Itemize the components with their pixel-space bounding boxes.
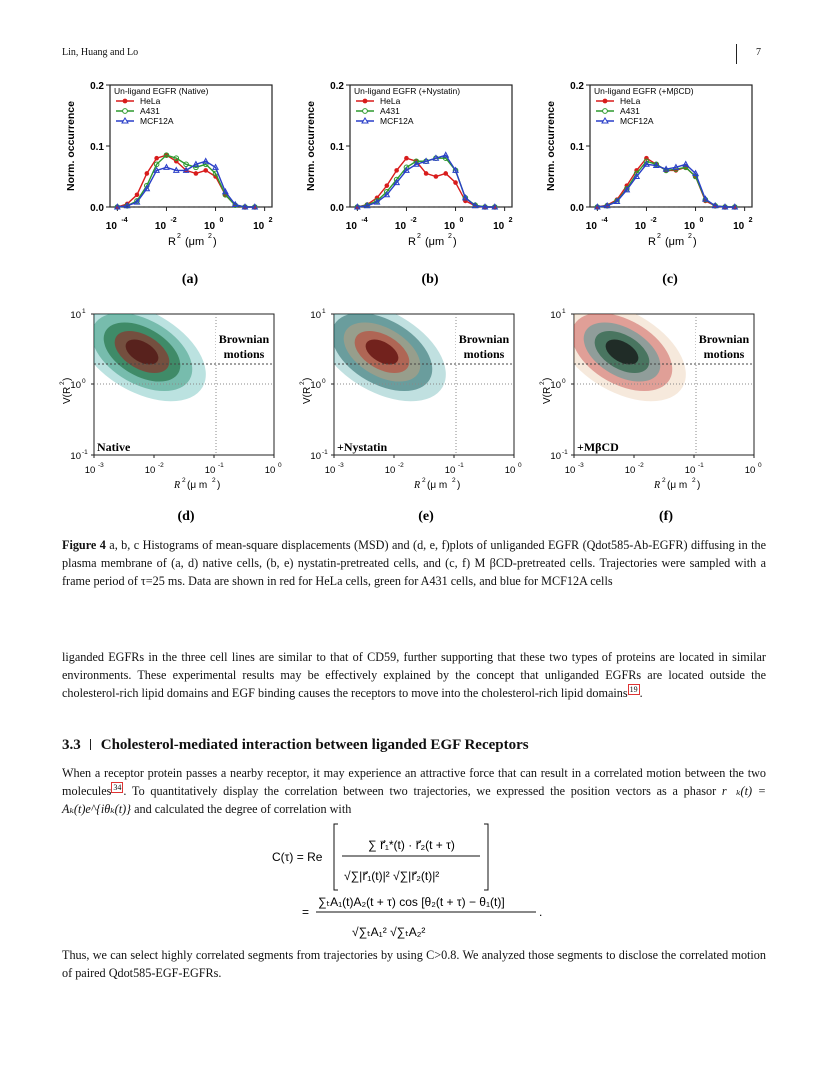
y-axis-label: Norm. occurrence	[305, 101, 317, 191]
x-tick-exponent: -1	[458, 462, 464, 469]
x-axis-label-sup: 2	[657, 233, 661, 240]
x-axis-label-close: )	[213, 236, 217, 248]
x-tick-label: 10	[324, 465, 336, 476]
y-tick-label: 10	[550, 380, 561, 391]
y-tick-label: 10	[70, 310, 81, 321]
y-tick-label: 10	[550, 310, 561, 321]
eq-numerator-1: ∑ r⃗₁*(t) · r⃗₂(t + τ)	[368, 838, 455, 852]
histogram-chart-1	[65, 81, 273, 287]
x-tick-label: 10	[733, 221, 745, 232]
x-tick-exponent: -2	[158, 462, 164, 469]
y-axis-label-close: )	[62, 377, 73, 381]
y-axis-label: Norm. occurrence	[65, 101, 77, 191]
x-axis-label: R	[174, 480, 181, 491]
running-header-authors: Lin, Huang and Lo	[62, 47, 139, 58]
paragraph-text-2: . To quantitatively display the correlation between two trajectories, we expressed the position vectors as a phasor	[123, 784, 722, 798]
contour-chart-2	[299, 282, 522, 524]
x-axis-label-unit: (μ m	[667, 480, 688, 491]
x-axis-label-unit: (μm	[185, 236, 205, 248]
y-tick-exponent: 1	[562, 308, 566, 315]
data-point-HeLa	[443, 171, 448, 176]
legend-marker	[603, 109, 608, 114]
x-tick-label: 10	[84, 465, 96, 476]
x-axis-label-sup: 2	[182, 477, 186, 484]
x-axis-label-sup: 2	[662, 477, 666, 484]
legend-entry: HeLa	[620, 96, 641, 106]
caption-lead: Figure 4	[62, 538, 106, 552]
y-tick-label: 10	[70, 451, 81, 462]
x-axis-label-unit-sup: 2	[452, 477, 456, 484]
data-point-HeLa	[394, 168, 399, 173]
x-tick-exponent: -2	[650, 217, 657, 224]
panel-label: (e)	[418, 509, 434, 524]
x-axis-label: R	[408, 236, 416, 248]
legend-marker	[123, 109, 128, 114]
motions-label: motions	[703, 347, 745, 361]
data-point-HeLa	[203, 168, 208, 173]
x-axis-label: R	[168, 236, 176, 248]
legend-marker	[363, 99, 368, 104]
y-tick-exponent: 0	[322, 378, 326, 385]
x-axis-label: R	[648, 236, 656, 248]
y-tick-label: 0.0	[570, 203, 584, 214]
x-axis-label-close: )	[693, 236, 697, 248]
legend-entry: MCF12A	[140, 116, 174, 126]
figure-caption	[62, 536, 766, 590]
legend-marker	[363, 109, 368, 114]
x-tick-exponent: -2	[410, 217, 417, 224]
y-axis-label	[299, 378, 313, 404]
paragraph-text: liganded EGFRs in the three cell lines are similar to that of CD59, further supporting that these two types of proteins are located in similar environments. These experimental results may be effectively explained by the concept that unliganded EGFRs are located outside the cholesterol-rich lipid domains and EGF binding causes the receptors to move into the cholesterol-rich lipid domains	[62, 650, 766, 700]
legend-marker	[603, 99, 608, 104]
x-tick-exponent: 0	[219, 217, 224, 224]
eq-period: .	[539, 905, 543, 919]
x-tick-label: 10	[684, 465, 696, 476]
legend-title: Un-ligand EGFR (+MβCD)	[594, 86, 694, 96]
x-tick-label: 10	[384, 465, 396, 476]
y-tick-exponent: 1	[322, 308, 326, 315]
data-point-HeLa	[424, 171, 429, 176]
plot-frame	[350, 85, 512, 207]
eq-denominator-1: √∑|r⃗₁(t)|² √∑|r⃗₂(t)|²	[344, 869, 440, 883]
legend-title: Un-ligand EGFR (Native)	[114, 86, 209, 96]
y-axis-label-text: V(R	[302, 386, 313, 404]
x-axis-label-unit: (μ m	[187, 480, 208, 491]
x-tick-exponent: 0	[699, 217, 704, 224]
x-tick-exponent: -4	[121, 217, 128, 224]
x-tick-label: 10	[105, 221, 117, 232]
histogram-chart-2	[305, 81, 513, 287]
y-tick-label: 10	[70, 380, 81, 391]
x-axis-label: R	[414, 480, 421, 491]
x-axis-label-unit: (μm	[665, 236, 685, 248]
x-tick-label: 10	[443, 221, 456, 232]
paragraph-text: Thus, we can select highly correlated segments from trajectories by using C>0.8. We analyzed those segments to disclose the correlated motion of paired Qdot585-EGF-EGFRs.	[62, 948, 766, 980]
x-tick-label: 10	[493, 221, 505, 232]
citation-link[interactable]: 34	[113, 782, 122, 792]
x-tick-exponent: -4	[361, 217, 368, 224]
x-tick-exponent: -2	[638, 462, 644, 469]
panel-label: (a)	[181, 272, 199, 287]
page-number: 7	[756, 47, 761, 58]
x-tick-label: 10	[444, 465, 456, 476]
series-line-A431	[357, 158, 494, 207]
section-divider	[90, 739, 91, 750]
brownian-label: Brownian	[458, 332, 510, 346]
y-tick-label: 10	[310, 451, 321, 462]
x-axis-label-sup: 2	[177, 233, 181, 240]
x-axis-label-unit-sup: 2	[448, 233, 452, 240]
x-tick-exponent: -1	[218, 462, 224, 469]
histogram-chart-3	[545, 81, 753, 287]
y-tick-exponent: 0	[562, 378, 566, 385]
legend-entry: HeLa	[140, 96, 161, 106]
data-point-HeLa	[385, 183, 390, 188]
x-axis-label-unit: (μ m	[427, 480, 448, 491]
y-axis-label-text: V(R	[542, 386, 553, 404]
legend-entry: A431	[140, 106, 160, 116]
phasor-formula: r⃗ₖ(t) = Aₖ(t)e^{iθₖ(t)}	[62, 784, 766, 816]
eq-equals: =	[302, 905, 310, 919]
y-tick-label: 0.2	[570, 81, 584, 92]
x-tick-exponent: 2	[268, 217, 273, 224]
y-tick-label: 0.2	[90, 81, 104, 92]
x-tick-label: 10	[154, 221, 167, 232]
data-point-HeLa	[154, 156, 159, 161]
panel-label: (d)	[177, 509, 195, 524]
brownian-label: Brownian	[698, 332, 750, 346]
x-tick-exponent: 2	[508, 217, 513, 224]
x-tick-exponent: -1	[698, 462, 704, 469]
y-tick-exponent: 1	[82, 308, 86, 315]
x-tick-label: 10	[683, 221, 696, 232]
y-axis-label-close: )	[302, 377, 313, 381]
x-tick-label: 10	[253, 221, 265, 232]
legend-entry: A431	[620, 106, 640, 116]
y-axis-label: Norm. occurrence	[545, 101, 557, 191]
y-axis-label	[539, 378, 553, 404]
legend-entry: A431	[380, 106, 400, 116]
x-tick-exponent: 0	[278, 462, 282, 469]
data-point-HeLa	[194, 171, 199, 176]
x-axis-label-close: )	[697, 480, 701, 491]
x-tick-label: 10	[634, 221, 647, 232]
y-axis-label	[59, 378, 73, 404]
x-axis-label-close: )	[457, 480, 461, 491]
y-axis-label-text: V(R	[62, 386, 73, 404]
x-tick-exponent: -2	[170, 217, 177, 224]
legend-title: Un-ligand EGFR (+Nystatin)	[354, 86, 461, 96]
legend-entry: MCF12A	[620, 116, 654, 126]
plot-frame	[590, 85, 752, 207]
eq-lhs: C(τ) = Re	[272, 850, 323, 864]
y-tick-label: 0.1	[570, 142, 584, 153]
x-tick-exponent: -3	[98, 462, 104, 469]
x-tick-label: 10	[624, 465, 636, 476]
condition-label: +Nystatin	[337, 440, 388, 454]
x-tick-label: 10	[144, 465, 156, 476]
x-tick-label: 10	[203, 221, 216, 232]
panel-label: (c)	[662, 272, 678, 287]
y-tick-exponent: -1	[82, 449, 88, 456]
section-heading	[62, 737, 529, 754]
y-tick-label: 0.1	[90, 142, 104, 153]
x-tick-label: 10	[204, 465, 216, 476]
paragraph-text: When a receptor protein passes a nearby receptor, it may experience an attractive force that can result in a correlated motion between the two molecules	[62, 766, 766, 798]
body-paragraph-2	[62, 764, 766, 818]
section-title: Cholesterol-mediated interaction between liganded EGF Receptors	[100, 737, 529, 753]
condition-label: Native	[97, 440, 131, 454]
y-tick-exponent: -1	[562, 449, 568, 456]
x-tick-exponent: -3	[338, 462, 344, 469]
x-axis-label-close: )	[217, 480, 221, 491]
motions-label: motions	[223, 347, 265, 361]
x-tick-exponent: 2	[748, 217, 753, 224]
panel-label: (b)	[421, 272, 439, 287]
paragraph-text-3: and calculated the degree of correlation with	[131, 802, 352, 816]
eq-denominator-2: √∑ₜA₁² √∑ₜA₂²	[352, 925, 426, 939]
x-tick-exponent: -2	[398, 462, 404, 469]
x-tick-exponent: -3	[578, 462, 584, 469]
y-tick-label: 0.0	[330, 203, 344, 214]
y-axis-label-sup: 2	[299, 381, 306, 385]
x-tick-label: 10	[504, 465, 516, 476]
contour-chart-1	[59, 282, 282, 524]
body-paragraph-1	[62, 648, 766, 702]
contour-chart-3	[539, 282, 762, 524]
data-point-HeLa	[404, 156, 409, 161]
caption-text: a, b, c Histograms of mean-square displacements (MSD) and (d, e, f)plots of unliganded EGFR (Qdot585-Ab-EGFR) diffusing in the plasma membrane of (a, d) native cells, (b, e) nystatin-pretreated cells, and (c, f) M βCD-pretreated cells. Trajectories were sampled with a frame period of τ=25 ms. Data are shown in red for HeLa cells, green for A431 cells, and blue for MCF12A cells	[62, 538, 766, 588]
y-tick-label: 0.2	[330, 81, 344, 92]
x-tick-label: 10	[564, 465, 576, 476]
x-axis-label-close: )	[453, 236, 457, 248]
plot-frame	[110, 85, 272, 207]
citation-link[interactable]: 19	[629, 684, 638, 694]
x-tick-label: 10	[744, 465, 756, 476]
y-axis-label-sup: 2	[59, 381, 66, 385]
condition-label: +MβCD	[577, 440, 619, 454]
y-tick-label: 0.0	[90, 203, 104, 214]
motions-label: motions	[463, 347, 505, 361]
x-axis-label-sup: 2	[417, 233, 421, 240]
figure-4	[0, 0, 827, 530]
x-tick-label: 10	[394, 221, 407, 232]
data-point-HeLa	[145, 171, 150, 176]
data-point-HeLa	[135, 193, 140, 198]
y-axis-label-sup: 2	[539, 381, 546, 385]
y-tick-exponent: -1	[322, 449, 328, 456]
legend-entry: MCF12A	[380, 116, 414, 126]
x-axis-label: R	[654, 480, 661, 491]
eq-numerator-2: ∑ₜA₁(t)A₂(t + τ) cos [θ₂(t + τ) − θ₁(t)]	[318, 895, 505, 909]
x-axis-label-unit-sup: 2	[208, 233, 212, 240]
data-point-HeLa	[434, 174, 439, 179]
brownian-label: Brownian	[218, 332, 270, 346]
x-axis-label-unit-sup: 2	[688, 233, 692, 240]
x-axis-label-unit: (μm	[425, 236, 445, 248]
section-number: 3.3	[62, 737, 81, 753]
x-tick-label: 10	[264, 465, 276, 476]
x-axis-label-unit-sup: 2	[212, 477, 216, 484]
y-tick-label: 10	[310, 380, 321, 391]
legend-entry: HeLa	[380, 96, 401, 106]
data-point-HeLa	[453, 180, 458, 185]
x-tick-label: 10	[585, 221, 597, 232]
x-tick-exponent: 0	[459, 217, 464, 224]
x-tick-exponent: -4	[601, 217, 608, 224]
x-axis-label-unit-sup: 2	[692, 477, 696, 484]
y-tick-label: 0.1	[330, 142, 344, 153]
x-tick-exponent: 0	[518, 462, 522, 469]
x-tick-label: 10	[345, 221, 357, 232]
y-tick-label: 10	[310, 310, 321, 321]
correlation-equation	[0, 816, 827, 946]
legend-marker	[123, 99, 128, 104]
panel-label: (f)	[659, 509, 673, 524]
x-tick-exponent: 0	[758, 462, 762, 469]
y-tick-label: 10	[550, 451, 561, 462]
y-tick-exponent: 0	[82, 378, 86, 385]
paragraph-end: .	[639, 686, 643, 700]
body-paragraph-3	[62, 946, 766, 982]
x-axis-label-sup: 2	[422, 477, 426, 484]
y-axis-label-close: )	[542, 377, 553, 381]
